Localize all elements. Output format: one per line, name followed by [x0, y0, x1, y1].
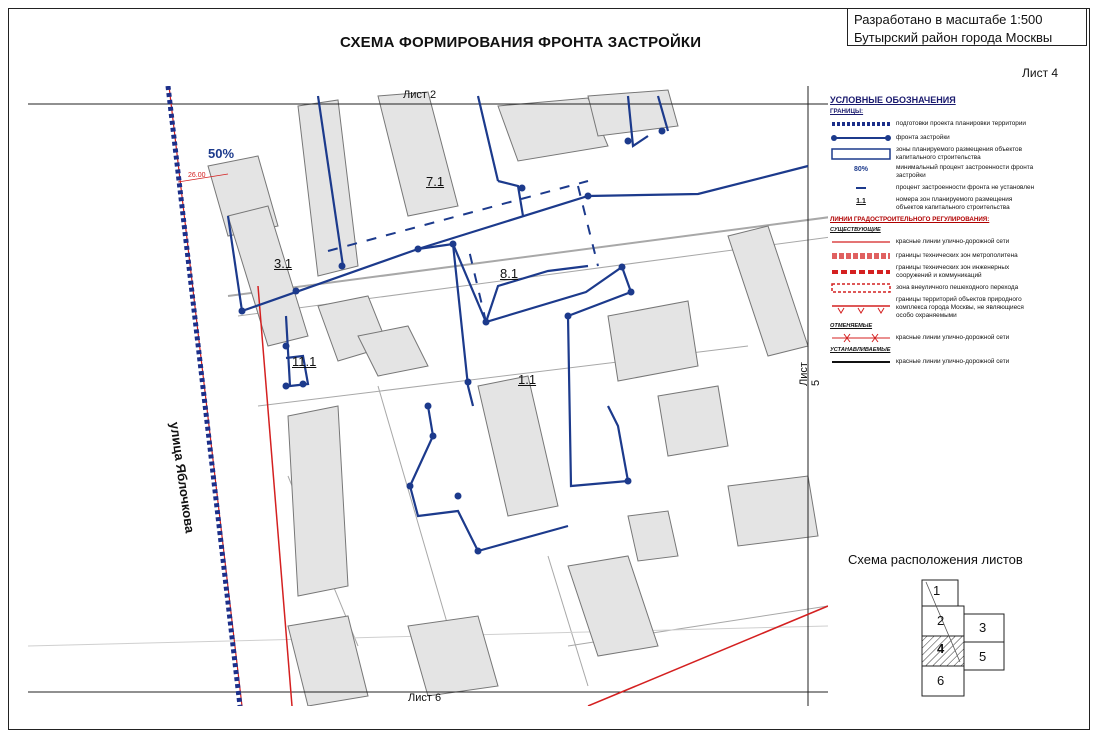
- sheet-right-label: Лист 5: [798, 362, 822, 386]
- established-line-icon: [830, 356, 892, 368]
- zone-label-7-1: 7.1: [426, 174, 445, 189]
- project-boundary-icon: [830, 118, 892, 130]
- legend-item: границы технических зон метрополитена: [830, 250, 1040, 262]
- legend: [830, 96, 1040, 370]
- legend-sub-cancelled: ОТМЕНЯЕМЫЕ: [830, 323, 873, 329]
- metro-zone-icon: [830, 250, 892, 262]
- legend-section-lines: ЛИНИИ ГРАДОСТРОИТЕЛЬНОГО РЕГУЛИРОВАНИЯ:: [830, 216, 990, 223]
- stamp-box: [847, 8, 1087, 46]
- legend-item: красные линии улично-дорожной сети: [830, 236, 1040, 248]
- map-area[interactable]: [28, 86, 828, 706]
- sheet-5[interactable]: 5: [979, 649, 987, 664]
- legend-title: УСЛОВНЫЕ ОБОЗНАЧЕНИЯ: [830, 95, 956, 105]
- sheet-number: Лист 4: [1022, 66, 1059, 80]
- legend-item: зоны планируемого размещения объектов капитального строительства: [830, 146, 1040, 162]
- buildings: [208, 90, 818, 706]
- stamp-district: Бутырский район города Москвы: [854, 30, 1053, 45]
- red-line-icon: [830, 236, 892, 248]
- front-percent-label: 50%: [208, 146, 235, 161]
- layout-scheme-title: Схема расположения листов: [848, 552, 1023, 567]
- layout-scheme: [900, 578, 1020, 702]
- legend-item: 80% минимальный процент застроенности фронта застройки: [853, 164, 1034, 179]
- dash-icon: [830, 182, 892, 194]
- legend-item: красные линии улично-дорожной сети: [830, 332, 1040, 344]
- zone-label-8-1: 8.1: [500, 266, 519, 281]
- sheet-6[interactable]: 6: [937, 673, 945, 688]
- legend-sub-established: УСТАНАВЛИВАЕМЫЕ: [830, 347, 891, 353]
- sheet-3[interactable]: 3: [979, 620, 987, 635]
- legend-item: красные линии улично-дорожной сети: [830, 356, 1040, 368]
- zone-label-11-1: 11.1: [292, 354, 317, 369]
- zone-label-1-1: 1.1: [518, 372, 537, 387]
- legend-item: границы территорий объектов природного комплекса города Москвы, не являющиеся особо охраняемыми: [830, 296, 1040, 320]
- base-map: [28, 216, 828, 686]
- pedestrian-zone-icon: [830, 282, 892, 294]
- cancelled-line-icon: [830, 332, 892, 344]
- sheet-4[interactable]: 4: [937, 641, 945, 656]
- legend-item: подготовки проекта планировки территории: [830, 118, 1040, 130]
- sheet-top-label: Лист 2: [403, 89, 437, 101]
- legend-section-borders: ГРАНИЦЫ:: [830, 108, 864, 115]
- nature-zone-icon: [830, 302, 892, 314]
- legend-item: процент застроенности фронта не установлен: [830, 182, 1040, 194]
- layout-scheme-grid: [900, 578, 1020, 702]
- legend-sub-existing: СУЩЕСТВУЮЩИЕ: [830, 227, 881, 233]
- legend-item: зона внеуличного пешеходного перехода: [830, 282, 1040, 294]
- legend-item: 1.1 номера зон планируемого размещения объектов капитального строительства: [856, 196, 1013, 211]
- sheet-1[interactable]: 1: [933, 583, 941, 598]
- sheet-bottom-label: Лист 6: [408, 692, 442, 704]
- front-line-icon: [830, 132, 892, 144]
- legend-item: фронта застройки: [830, 132, 1040, 144]
- engineering-zone-icon: [830, 266, 892, 278]
- page-title: СХЕМА ФОРМИРОВАНИЯ ФРОНТА ЗАСТРОЙКИ: [340, 34, 702, 51]
- legend-item: границы технических зон инженерных сооружений и коммуникаций: [830, 264, 1040, 280]
- dimension-label: 26.00: [188, 172, 206, 179]
- sheet-2[interactable]: 2: [937, 613, 945, 628]
- zone-label-3-1: 3.1: [274, 256, 293, 271]
- stamp-scale: Разработано в масштабе 1:500: [854, 12, 1043, 27]
- street-name: улица Яблочкова: [167, 421, 198, 534]
- zone-box-icon: [830, 148, 892, 160]
